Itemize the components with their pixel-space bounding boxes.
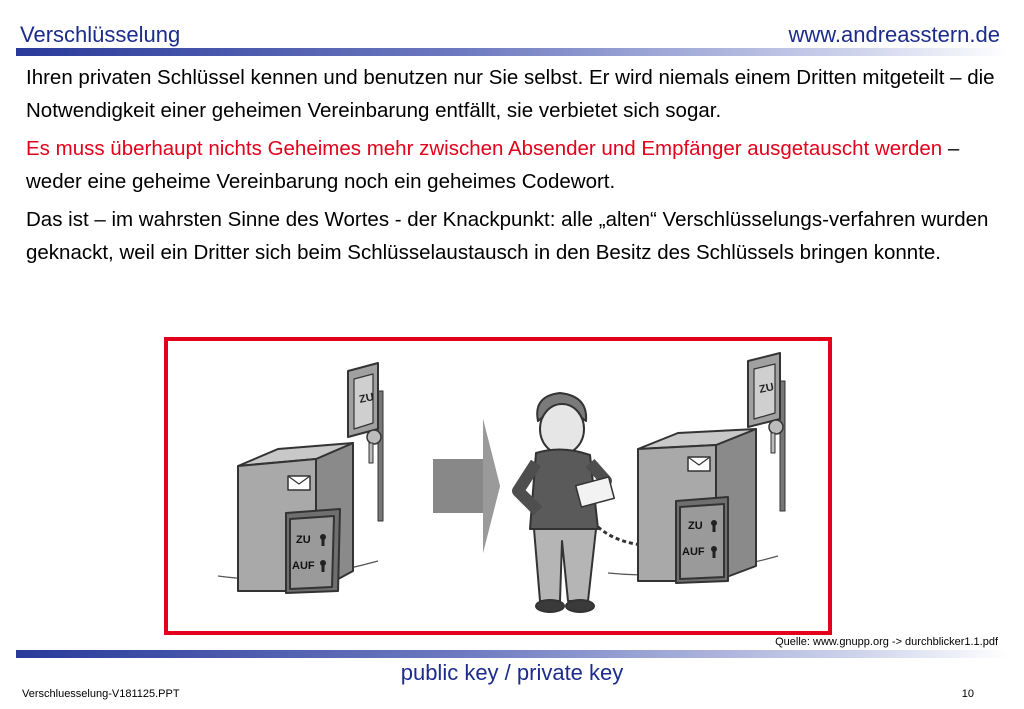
left-door-label-top: ZU: [296, 534, 311, 546]
right-sign-label: ZU: [758, 381, 775, 396]
right-door-label-top: ZU: [688, 520, 703, 532]
website-link[interactable]: www.andreasstern.de: [788, 22, 1000, 47]
page-number: 10: [961, 688, 974, 700]
paragraph-no-secret: [26, 133, 1001, 198]
paragraph-knackpunkt: Das ist – im wahrsten Sinne des Wortes - der Knackpunkt: alle „alten“ Verschlüsselungs-verfahren wurden geknackt, weil ein Dritter sich beim Schlüsselaustausch in den Besitz des Schlüssels bringen konnte.: [26, 208, 989, 264]
paragraph-private-key: Ihren privaten Schlüssel kennen und benutzen nur Sie selbst. Er wird niemals einem Dritten mitgeteilt – die Notwendigkeit einer geheimen Vereinbarung entfällt, sie verbietet sich sogar.: [26, 66, 995, 122]
mailbox-illustration: [168, 341, 828, 631]
left-door-label-bottom: AUF: [292, 560, 315, 572]
slide-body: [26, 62, 1001, 275]
image-source-note: Quelle: www.gnupp.org -> durchblicker1.1.pdf: [775, 636, 998, 648]
header-divider-bar: [16, 48, 1008, 56]
slide-title: Verschlüsselung: [20, 22, 181, 47]
footer-divider-bar: [16, 650, 1008, 658]
paragraph-continuation: – weder eine geheime Vereinbarung noch ein geheimes Codewort.: [26, 137, 960, 193]
highlighted-statement: Es muss überhaupt nichts Geheimes mehr zwischen Absender und Empfänger ausgetauscht werden: [26, 137, 943, 160]
left-sign-label: ZU: [358, 391, 375, 406]
transition-arrow: [433, 419, 500, 553]
illustration-frame: [164, 337, 832, 635]
slide-subtitle: public key / private key: [400, 660, 624, 685]
right-door-label-bottom: AUF: [682, 546, 705, 558]
footer-filename: Verschluesselung-V181125.PPT: [22, 688, 180, 700]
